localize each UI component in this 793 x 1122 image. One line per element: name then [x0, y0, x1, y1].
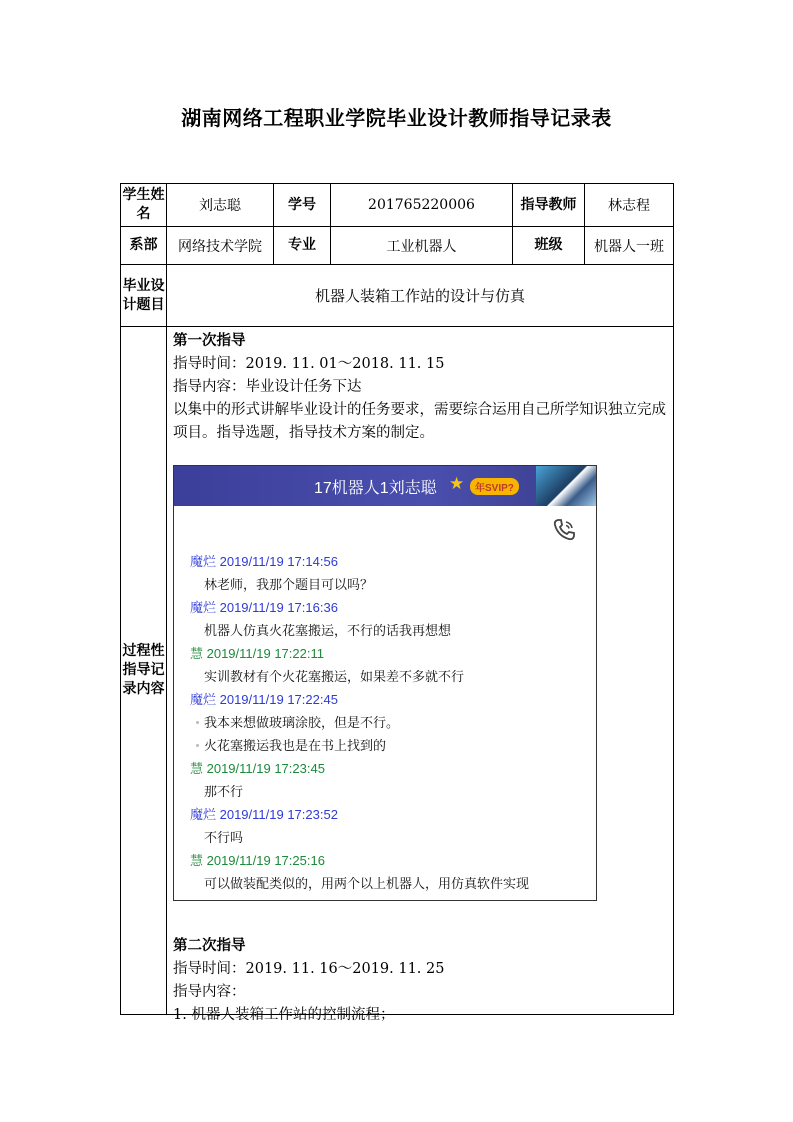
- value-class: 机器人一班: [585, 227, 674, 265]
- label-major: 专业: [274, 227, 331, 265]
- session1-heading: 第一次指导: [173, 333, 246, 349]
- chat-message-content: 我本来想做玻璃涂胶，但是不行。: [204, 715, 400, 730]
- chat-messages: [190, 550, 588, 895]
- chat-message-text: [190, 665, 588, 688]
- session2-content-label: 指导内容：: [173, 984, 246, 1000]
- chat-message-meta: 慧 2019/11/19 17:25:16: [190, 853, 325, 868]
- label-student-name: 学生姓名: [121, 184, 167, 227]
- label-advisor: 指导教师: [513, 184, 585, 227]
- session2-item-1: 1. 机器人装箱工作站的控制流程；: [173, 1007, 395, 1023]
- chat-message-meta: 魔烂 2019/11/19 17:22:45: [190, 692, 338, 707]
- session2-time: 指导时间：2019. 11. 16～2019. 11. 25: [173, 961, 445, 977]
- phone-icon[interactable]: [552, 518, 576, 542]
- page-title: 湖南网络工程职业学院毕业设计教师指导记录表: [181, 106, 612, 130]
- value-department: 网络技术学院: [167, 227, 274, 265]
- value-student-id: 201765220006: [331, 184, 513, 227]
- chat-message-content: 林老师，我那个题目可以吗？: [204, 577, 374, 592]
- chat-message-content: 可以做装配类似的，用两个以上机器人，用仿真软件实现: [204, 876, 530, 891]
- chat-message-text: [190, 711, 588, 734]
- chat-message-text: [190, 872, 588, 895]
- avatar-art: [536, 466, 596, 506]
- chat-message-meta: 慧 2019/11/19 17:23:45: [190, 761, 325, 776]
- chat-message-text: [190, 780, 588, 803]
- chat-message-meta: 魔烂 2019/11/19 17:14:56: [190, 554, 338, 569]
- chat-screenshot: [173, 465, 597, 901]
- value-advisor: 林志程: [585, 184, 674, 227]
- chat-message-meta: 魔烂 2019/11/19 17:23:52: [190, 807, 338, 822]
- session1-time: 指导时间：2019. 11. 01～2018. 11. 15: [173, 356, 445, 372]
- label-student-id: 学号: [274, 184, 331, 227]
- bullet-dot-icon: [196, 744, 199, 747]
- chat-message-content: 不行吗: [204, 830, 244, 845]
- bullet-dot-icon: [196, 721, 199, 724]
- chat-message-text: [190, 826, 588, 849]
- chat-message-content: 机器人仿真火花塞搬运，不行的话我再想想: [204, 623, 452, 638]
- value-major: 工业机器人: [331, 227, 513, 265]
- chat-message-content: 那不行: [204, 784, 244, 799]
- label-class: 班级: [513, 227, 585, 265]
- chat-header: [174, 466, 596, 506]
- chat-message-content: 火花塞搬运我也是在书上找到的: [204, 738, 387, 753]
- session2-heading: 第二次指导: [173, 938, 246, 954]
- vip-badge: 年SVIP?: [470, 478, 519, 495]
- label-department: 系部: [121, 227, 167, 265]
- guidance-record-table: [120, 183, 674, 1023]
- process-content: [167, 327, 674, 1023]
- chat-message-text: [190, 619, 588, 642]
- session1-paragraph: 以集中的形式讲解毕业设计的任务要求，需要综合运用自己所学知识独立完成项目。指导选题，指导技术方案的制定。: [173, 402, 666, 441]
- chat-message-text: [190, 734, 588, 757]
- chat-message-content: 实训教材有个火花塞搬运，如果差不多就不行: [204, 669, 465, 684]
- chat-message-meta: 魔烂 2019/11/19 17:16:36: [190, 600, 338, 615]
- label-topic: 毕业设计题目: [121, 265, 167, 327]
- chat-message-meta: 慧 2019/11/19 17:22:11: [190, 646, 324, 661]
- chat-title: 17机器人1刘志聪: [314, 480, 437, 497]
- star-icon: ★: [449, 474, 465, 493]
- value-student-name: 刘志聪: [167, 184, 274, 227]
- value-topic: 机器人装箱工作站的设计与仿真: [167, 265, 674, 327]
- session1-content-label: 指导内容：毕业设计任务下达: [173, 379, 362, 395]
- label-process: 过程性指导记录内容: [121, 327, 167, 1015]
- chat-message-text: [190, 573, 588, 596]
